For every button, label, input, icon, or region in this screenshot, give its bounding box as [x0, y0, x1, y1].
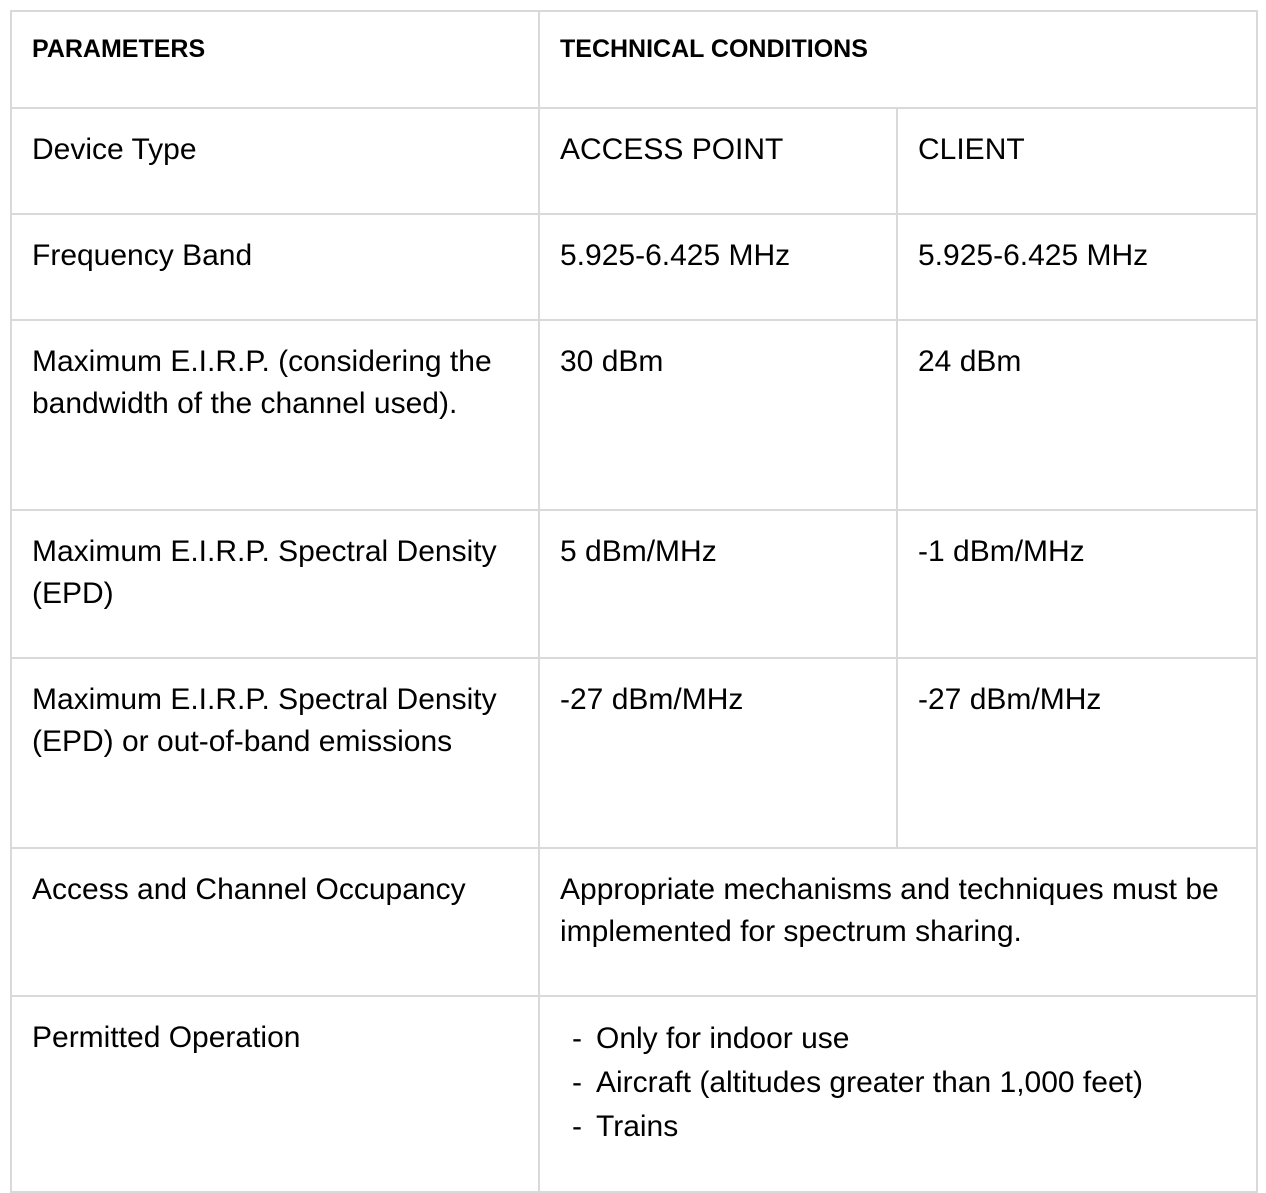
table-row	[11, 320, 1257, 510]
header-parameters: PARAMETERS	[32, 35, 206, 63]
access-channel-label: Access and Channel Occupancy	[11, 848, 539, 996]
header-technical-conditions: TECHNICAL CONDITIONS	[560, 35, 868, 63]
header-row	[11, 11, 1257, 108]
max-eirp-client: 24 dBm	[897, 320, 1257, 510]
permitted-operation-item: Trains	[596, 1110, 679, 1143]
permitted-operation-list	[560, 1017, 1236, 1149]
max-eirp-access-point: 30 dBm	[539, 320, 897, 510]
frequency-band-label: Frequency Band	[11, 214, 539, 320]
table-row	[11, 108, 1257, 214]
max-epd-client: -1 dBm/MHz	[897, 510, 1257, 658]
table-row	[11, 848, 1257, 996]
max-epd-oob-access-point: -27 dBm/MHz	[539, 658, 897, 848]
permitted-operation-item: Only for indoor use	[596, 1022, 850, 1055]
permitted-operation-item: Aircraft (altitudes greater than 1,000 feet)	[596, 1066, 1143, 1099]
bullet-dash: -	[572, 1110, 582, 1143]
bullet-dash: -	[572, 1022, 582, 1055]
table-row	[11, 996, 1257, 1192]
device-type-label: Device Type	[11, 108, 539, 214]
frequency-band-access-point: 5.925-6.425 MHz	[539, 214, 897, 320]
max-epd-label: Maximum E.I.R.P. Spectral Density (EPD)	[11, 510, 539, 658]
permitted-operation-cell	[539, 996, 1257, 1192]
max-epd-access-point: 5 dBm/MHz	[539, 510, 897, 658]
access-channel-value: Appropriate mechanisms and techniques must be implemented for spectrum sharing.	[539, 848, 1257, 996]
table-row	[11, 214, 1257, 320]
device-type-access-point: ACCESS POINT	[539, 108, 897, 214]
technical-conditions-table	[10, 10, 1258, 1193]
max-epd-oob-client: -27 dBm/MHz	[897, 658, 1257, 848]
bullet-dash: -	[572, 1066, 582, 1099]
table-row	[11, 658, 1257, 848]
max-epd-oob-label: Maximum E.I.R.P. Spectral Density (EPD) or out-of-band emissions	[11, 658, 539, 848]
permitted-operation-label: Permitted Operation	[11, 996, 539, 1192]
table-row	[11, 510, 1257, 658]
max-eirp-label: Maximum E.I.R.P. (considering the bandwidth of the channel used).	[11, 320, 539, 510]
device-type-client: CLIENT	[897, 108, 1257, 214]
list-item	[572, 1105, 1236, 1149]
header-cell-parameters	[11, 11, 539, 108]
header-cell-technical-conditions	[539, 11, 1257, 108]
list-item	[572, 1017, 1236, 1061]
list-item	[572, 1061, 1236, 1105]
frequency-band-client: 5.925-6.425 MHz	[897, 214, 1257, 320]
